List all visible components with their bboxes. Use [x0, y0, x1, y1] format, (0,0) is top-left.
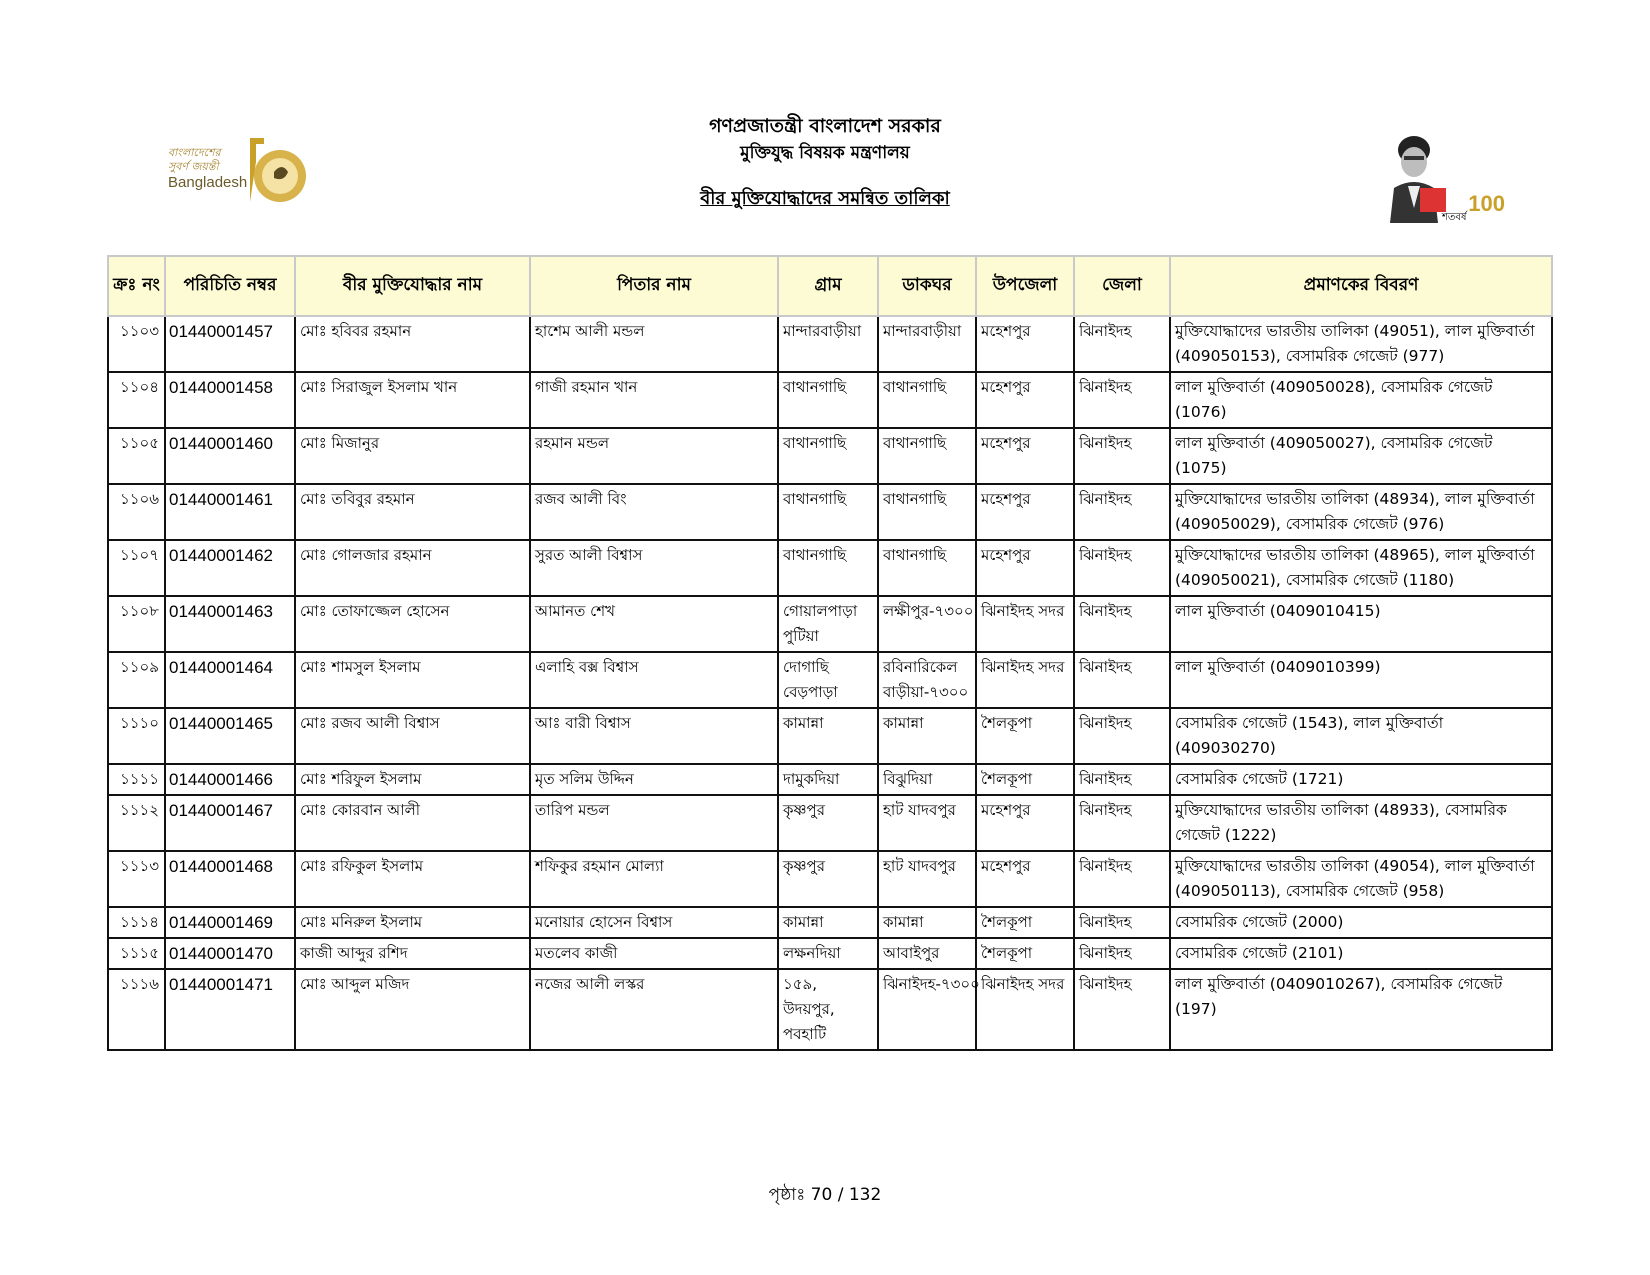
fighter-name-cell: মোঃ তোফাজ্জেল হোসেন [295, 596, 530, 652]
column-header: বীর মুক্তিযোদ্ধার নাম [295, 256, 530, 316]
post-office-cell: হাট যাদবপুর [878, 795, 976, 851]
table-row [108, 652, 1552, 708]
district-cell: ঝিনাইদহ [1074, 708, 1170, 764]
upazila-cell: মহেশপুর [976, 851, 1074, 907]
id-number-cell: 01440001457 [165, 316, 295, 372]
serial-cell: ১১১১ [108, 764, 165, 795]
proof-details-cell: বেসামরিক গেজেট (1543), লাল মুক্তিবার্তা (409030270) [1170, 708, 1552, 764]
id-number-cell: 01440001466 [165, 764, 295, 795]
upazila-cell: ঝিনাইদহ সদর [976, 969, 1074, 1050]
district-cell: ঝিনাইদহ [1074, 969, 1170, 1050]
village-cell: মান্দারবাড়ীয়া [778, 316, 878, 372]
father-name-cell: শফিকুর রহমান মোল্যা [530, 851, 778, 907]
serial-cell: ১১০৭ [108, 540, 165, 596]
table-row [108, 938, 1552, 969]
village-cell: দোগাছি বেড়পাড়া [778, 652, 878, 708]
village-cell: বাথানগাছি [778, 540, 878, 596]
fighter-name-cell: মোঃ শামসুল ইসলাম [295, 652, 530, 708]
serial-cell: ১১১৫ [108, 938, 165, 969]
fighter-name-cell: কাজী আব্দুর রশিদ [295, 938, 530, 969]
district-cell: ঝিনাইদহ [1074, 938, 1170, 969]
fighter-name-cell: মোঃ আব্দুল মজিদ [295, 969, 530, 1050]
column-header: প্রমাণকের বিবরণ [1170, 256, 1552, 316]
village-cell: বাথানগাছি [778, 484, 878, 540]
table-body [108, 316, 1552, 1050]
proof-details-cell: বেসামরিক গেজেট (2101) [1170, 938, 1552, 969]
father-name-cell: সুরত আলী বিশ্বাস [530, 540, 778, 596]
post-office-cell: লক্ষীপুর-৭৩০০ [878, 596, 976, 652]
district-cell: ঝিনাইদহ [1074, 764, 1170, 795]
village-cell: বাথানগাছি [778, 372, 878, 428]
column-header: গ্রাম [778, 256, 878, 316]
table-row [108, 969, 1552, 1050]
upazila-cell: শৈলকূপা [976, 938, 1074, 969]
post-office-cell: মান্দারবাড়ীয়া [878, 316, 976, 372]
proof-details-cell: মুক্তিযোদ্ধাদের ভারতীয় তালিকা (48933), বেসামরিক গেজেট (1222) [1170, 795, 1552, 851]
village-cell: কামান্না [778, 708, 878, 764]
village-cell: লক্ষনদিয়া [778, 938, 878, 969]
district-cell: ঝিনাইদহ [1074, 851, 1170, 907]
father-name-cell: রজব আলী বিং [530, 484, 778, 540]
id-number-cell: 01440001460 [165, 428, 295, 484]
document-title: বীর মুক্তিযোদ্ধাদের সমন্বিত তালিকা [700, 188, 950, 209]
column-header: ক্রঃ নং [108, 256, 165, 316]
serial-cell: ১১১৪ [108, 907, 165, 938]
column-header: পরিচিতি নম্বর [165, 256, 295, 316]
upazila-cell: মহেশপুর [976, 428, 1074, 484]
fighter-name-cell: মোঃ গোলজার রহমান [295, 540, 530, 596]
district-cell: ঝিনাইদহ [1074, 372, 1170, 428]
government-name: গণপ্রজাতন্ত্রী বাংলাদেশ সরকার [709, 115, 941, 137]
village-cell: ১৫৯, উদয়পুর, পবহাটি [778, 969, 878, 1050]
proof-details-cell: লাল মুক্তিবার্তা (0409010399) [1170, 652, 1552, 708]
father-name-cell: রহমান মন্ডল [530, 428, 778, 484]
serial-cell: ১১১০ [108, 708, 165, 764]
serial-cell: ১১০৬ [108, 484, 165, 540]
id-number-cell: 01440001467 [165, 795, 295, 851]
upazila-cell: মহেশপুর [976, 795, 1074, 851]
district-cell: ঝিনাইদহ [1074, 484, 1170, 540]
fighter-name-cell: মোঃ রফিকুল ইসলাম [295, 851, 530, 907]
proof-details-cell: মুক্তিযোদ্ধাদের ভারতীয় তালিকা (49051), লাল মুক্তিবার্তা (409050153), বেসামরিক গেজেট (977) [1170, 316, 1552, 372]
fighter-name-cell: মোঃ মিজানুর [295, 428, 530, 484]
upazila-cell: মহেশপুর [976, 316, 1074, 372]
village-cell: দামুকদিয়া [778, 764, 878, 795]
post-office-cell: রবিনারিকেল বাড়ীয়া-৭৩০০ [878, 652, 976, 708]
table-row [108, 540, 1552, 596]
fighter-name-cell: মোঃ হবিবর রহমান [295, 316, 530, 372]
fighter-name-cell: মোঃ মনিরুল ইসলাম [295, 907, 530, 938]
fighter-name-cell: মোঃ কোরবান আলী [295, 795, 530, 851]
father-name-cell: নজের আলী লস্কর [530, 969, 778, 1050]
upazila-cell: শৈলকূপা [976, 708, 1074, 764]
post-office-cell: বাথানগাছি [878, 484, 976, 540]
mujib-borsho-caption: শতবর্ষ [1442, 212, 1467, 223]
table-row [108, 764, 1552, 795]
page-number: পৃষ্ঠাঃ 70 / 132 [768, 1185, 882, 1205]
upazila-cell: শৈলকূপা [976, 907, 1074, 938]
serial-cell: ১১০৮ [108, 596, 165, 652]
village-cell: বাথানগাছি [778, 428, 878, 484]
post-office-cell: ঝিনাইদহ-৭৩০০ [878, 969, 976, 1050]
father-name-cell: মতলেব কাজী [530, 938, 778, 969]
proof-details-cell: লাল মুক্তিবার্তা (0409010415) [1170, 596, 1552, 652]
upazila-cell: মহেশপুর [976, 484, 1074, 540]
table-row [108, 484, 1552, 540]
father-name-cell: গাজী রহমান খান [530, 372, 778, 428]
village-cell: কৃষ্ণপুর [778, 851, 878, 907]
post-office-cell: বিঝুদিয়া [878, 764, 976, 795]
upazila-cell: ঝিনাইদহ সদর [976, 652, 1074, 708]
post-office-cell: আবাইপুর [878, 938, 976, 969]
serial-cell: ১১০৫ [108, 428, 165, 484]
table-row [108, 795, 1552, 851]
upazila-cell: শৈলকূপা [976, 764, 1074, 795]
district-cell: ঝিনাইদহ [1074, 596, 1170, 652]
district-cell: ঝিনাইদহ [1074, 316, 1170, 372]
father-name-cell: আঃ বারী বিশ্বাস [530, 708, 778, 764]
father-name-cell: মৃত সলিম উদ্দিন [530, 764, 778, 795]
column-header: উপজেলা [976, 256, 1074, 316]
id-number-cell: 01440001470 [165, 938, 295, 969]
fighter-name-cell: মোঃ তবিবুর রহমান [295, 484, 530, 540]
fighter-name-cell: মোঃ রজব আলী বিশ্বাস [295, 708, 530, 764]
column-header: পিতার নাম [530, 256, 778, 316]
upazila-cell: ঝিনাইদহ সদর [976, 596, 1074, 652]
logo-text-line3: Bangladesh [168, 174, 248, 191]
district-cell: ঝিনাইদহ [1074, 540, 1170, 596]
freedom-fighters-table [107, 255, 1553, 1051]
table-row [108, 372, 1552, 428]
logo-text-line1: বাংলাদেশের [168, 146, 221, 159]
table-header-row [108, 256, 1552, 316]
id-number-cell: 01440001462 [165, 540, 295, 596]
proof-details-cell: মুক্তিযোদ্ধাদের ভারতীয় তালিকা (48934), লাল মুক্তিবার্তা (409050029), বেসামরিক গেজেট (976) [1170, 484, 1552, 540]
id-number-cell: 01440001461 [165, 484, 295, 540]
proof-details-cell: লাল মুক্তিবার্তা (409050027), বেসামরিক গেজেট (1075) [1170, 428, 1552, 484]
post-office-cell: বাথানগাছি [878, 372, 976, 428]
village-cell: কামান্না [778, 907, 878, 938]
serial-cell: ১১০৪ [108, 372, 165, 428]
table-row [108, 316, 1552, 372]
proof-details-cell: বেসামরিক গেজেট (2000) [1170, 907, 1552, 938]
district-cell: ঝিনাইদহ [1074, 428, 1170, 484]
id-number-cell: 01440001469 [165, 907, 295, 938]
id-number-cell: 01440001458 [165, 372, 295, 428]
id-number-cell: 01440001471 [165, 969, 295, 1050]
post-office-cell: বাথানগাছি [878, 540, 976, 596]
proof-details-cell: লাল মুক্তিবার্তা (409050028), বেসামরিক গেজেট (1076) [1170, 372, 1552, 428]
column-header: ডাকঘর [878, 256, 976, 316]
district-cell: ঝিনাইদহ [1074, 652, 1170, 708]
post-office-cell: বাথানগাছি [878, 428, 976, 484]
serial-cell: ১১০৩ [108, 316, 165, 372]
village-cell: কৃষ্ণপুর [778, 795, 878, 851]
father-name-cell: হাশেম আলী মন্ডল [530, 316, 778, 372]
proof-details-cell: লাল মুক্তিবার্তা (0409010267), বেসামরিক গেজেট (197) [1170, 969, 1552, 1050]
father-name-cell: তারিপ মন্ডল [530, 795, 778, 851]
id-number-cell: 01440001463 [165, 596, 295, 652]
father-name-cell: আমানত শেখ [530, 596, 778, 652]
proof-details-cell: মুক্তিযোদ্ধাদের ভারতীয় তালিকা (48965), লাল মুক্তিবার্তা (409050021), বেসামরিক গেজেট (1180) [1170, 540, 1552, 596]
proof-details-cell: বেসামরিক গেজেট (1721) [1170, 764, 1552, 795]
post-office-cell: কামান্না [878, 708, 976, 764]
table-row [108, 708, 1552, 764]
id-number-cell: 01440001464 [165, 652, 295, 708]
village-cell: গোয়ালপাড়া পুটিয়া [778, 596, 878, 652]
fighter-name-cell: মোঃ সিরাজুল ইসলাম খান [295, 372, 530, 428]
post-office-cell: কামান্না [878, 907, 976, 938]
id-number-cell: 01440001465 [165, 708, 295, 764]
document-header [0, 112, 1650, 212]
post-office-cell: হাট যাদবপুর [878, 851, 976, 907]
district-cell: ঝিনাইদহ [1074, 795, 1170, 851]
table-row [108, 428, 1552, 484]
district-cell: ঝিনাইদহ [1074, 907, 1170, 938]
serial-cell: ১১১৩ [108, 851, 165, 907]
table-row [108, 851, 1552, 907]
father-name-cell: মনোয়ার হোসেন বিশ্বাস [530, 907, 778, 938]
column-header: জেলা [1074, 256, 1170, 316]
serial-cell: ১১১৬ [108, 969, 165, 1050]
logo-text-line2: সুবর্ণ জয়ন্তী [168, 160, 219, 173]
father-name-cell: এলাহি বক্স বিশ্বাস [530, 652, 778, 708]
proof-details-cell: মুক্তিযোদ্ধাদের ভারতীয় তালিকা (49054), লাল মুক্তিবার্তা (409050113), বেসামরিক গেজেট (958) [1170, 851, 1552, 907]
serial-cell: ১১১২ [108, 795, 165, 851]
ministry-name: মুক্তিযুদ্ধ বিষয়ক মন্ত্রণালয় [740, 143, 910, 163]
table-row [108, 596, 1552, 652]
table-row [108, 907, 1552, 938]
fighter-name-cell: মোঃ শরিফুল ইসলাম [295, 764, 530, 795]
upazila-cell: মহেশপুর [976, 540, 1074, 596]
mujib-100-number: 100 [1468, 191, 1505, 216]
serial-cell: ১১০৯ [108, 652, 165, 708]
id-number-cell: 01440001468 [165, 851, 295, 907]
upazila-cell: মহেশপুর [976, 372, 1074, 428]
